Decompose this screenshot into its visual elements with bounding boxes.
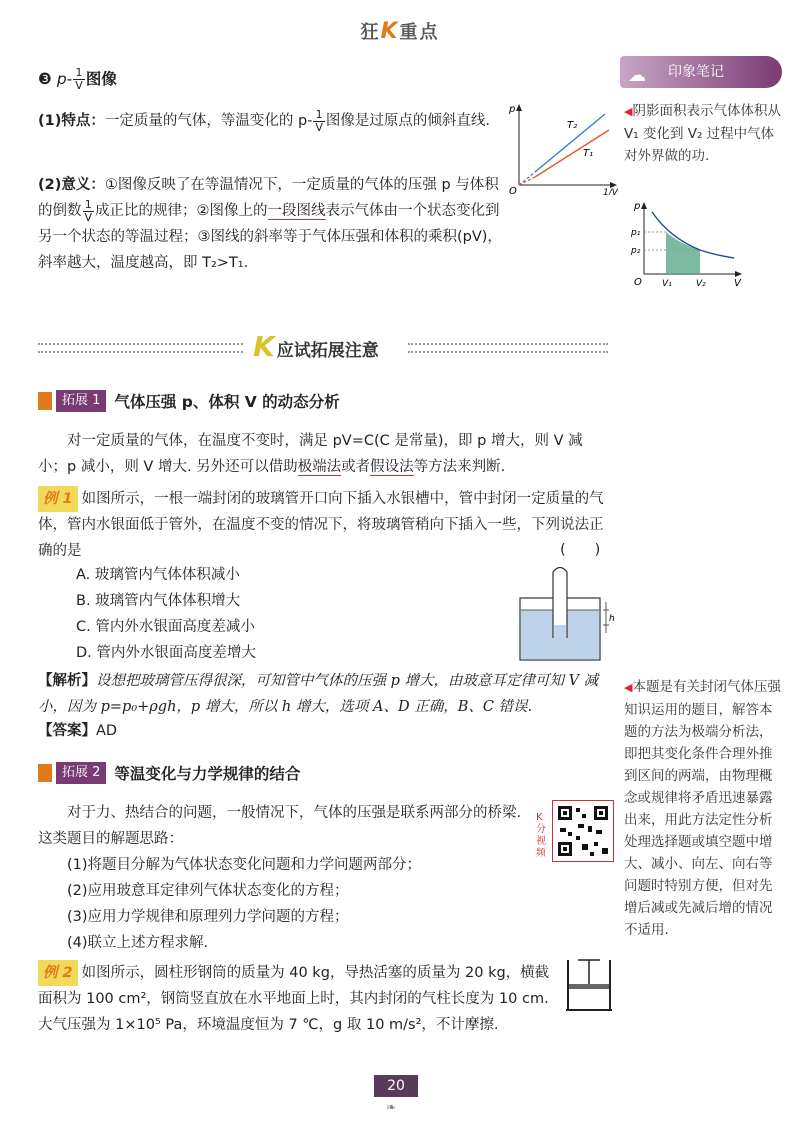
step-3: (3)应用力学规律和原理列力学问题的方程； (67, 909, 349, 925)
svg-text:p₂: p₂ (631, 246, 641, 256)
section3-heading: ❸ p- $\frac{1}{V}$ 图像 (38, 66, 117, 92)
option-a: A. 玻璃管内气体体积减小 (76, 567, 240, 583)
qr-code-icon[interactable] (552, 800, 614, 862)
step-4: (4)联立上述方程求解. (67, 935, 209, 951)
p-v-isotherm-graph (630, 200, 745, 290)
svg-text:T₁: T₁ (583, 148, 594, 159)
svg-text:h: h (609, 614, 615, 624)
extension-1-heading: 拓展 1 气体压强 p、体积 V 的动态分析 (38, 390, 340, 416)
step-1: (1)将题目分解为气体状态变化问题和力学问题两部分； (67, 857, 422, 873)
extension-2-intro: 对于力、热结合的问题，一般情况下，气体的压强是联系两部分的桥梁. 这类题目的解题思路： (38, 805, 522, 847)
svg-text:T₂: T₂ (567, 120, 578, 131)
steel-cylinder-diagram (560, 956, 620, 1016)
sidebar-tag: ☁ 印象笔记 (620, 56, 782, 88)
section3-p1: (1)特点：一定质量的气体，等温变化的 p- $\frac{1}{V}$ 图像是过原点的倾斜直线. (38, 107, 491, 134)
extension-2-heading: 拓展 2 等温变化与力学规律的结合 (38, 762, 300, 788)
mercury-tank-diagram (515, 560, 615, 665)
option-c: C. 管内外水银面高度差减小 (76, 619, 255, 635)
book-icon (38, 764, 52, 782)
svg-text:O: O (509, 186, 517, 195)
svg-text:1/V: 1/V (603, 188, 618, 195)
page-header-title: 狂K重点 (360, 19, 440, 44)
example-1-answer: 【答案】AD (38, 723, 118, 739)
svg-text:p₁: p₁ (631, 228, 641, 238)
svg-text:p: p (634, 201, 641, 212)
svg-text:O: O (634, 277, 642, 288)
qr-video-label: K分视频 (536, 812, 546, 859)
svg-text:p: p (509, 104, 516, 115)
exam-extension-banner: K应试拓展注意 (38, 330, 608, 362)
bird-icon: ❧ (386, 1100, 397, 1114)
extension-2-steps (38, 852, 608, 956)
example-1-options (38, 562, 468, 666)
extension-1-text: 对一定质量的气体，在温度不变时，满足 pV=C(C 是常量)，即 p 增大，则 V 减小；p 减小，则 V 增大. 另外还可以借助极端法或者假设法等方法来判断. (38, 433, 583, 475)
svg-text:V₂: V₂ (696, 279, 706, 289)
example-1-analysis: 【解析】设想把玻璃管压得很深，可知管中气体的压强 p 增大，由玻意耳定律可知 V 减小，因为 p=p₀+ρgh，p 增大，所以 h 增大，选项 A、D 正确，B、C 错误. (38, 673, 599, 715)
p-inverse-v-graph (505, 100, 620, 195)
example-1-blank: ( ) (560, 542, 601, 558)
page-number: 20 (374, 1075, 418, 1097)
cloud-icon: ☁ (628, 65, 646, 86)
sidebar-note-2: ◀本题是有关封闭气体压强知识运用的题目，解答本题的方法为极端分析法，即把其变化条件合理外推到区间的两端，由物理概念或规律将矛盾迅速暴露出来，用此方法定性分析处理选择题或填空题中增大、减小、向左、向右等问题时特别方便，但对先增后减或先减后增的情况不适用. (624, 679, 781, 938)
sidebar-note-1: ◀阴影面积表示气体体积从 V₁ 变化到 V₂ 过程中气体对外界做的功. (624, 103, 781, 164)
book-icon (38, 392, 52, 410)
example-2-stem: 例 2 如图所示，圆柱形钢筒的质量为 40 kg，导热活塞的质量为 20 kg，横截面积为 100 cm²，钢筒竖直放在水平地面上时，其内封闭的气柱长度为 10 cm. 大气压强为 1×10⁵ Pa，环境温度恒为 7 ℃，g 取 10 m/s²，不计摩擦. (38, 960, 550, 1038)
example-1-stem: 例 1 如图所示，一根一端封闭的玻璃管开口向下插入水银槽中，管中封闭一定质量的气体，管内水银面低于管外，在温度不变的情况下，将玻璃管稍向下插入一些，下列说法正确的是 (38, 486, 608, 564)
svg-text:V: V (734, 278, 741, 289)
svg-text:V₁: V₁ (662, 279, 672, 289)
step-2: (2)应用玻意耳定律列气体状态变化的方程； (67, 883, 349, 899)
option-b: B. 玻璃管内气体体积增大 (76, 593, 241, 609)
option-d: D. 管内外水银面高度差增大 (76, 645, 256, 661)
section3-p2: (2)意义：①图像反映了在等温情况下，一定质量的气体的压强 p 与体积的倒数 $\frac{1}{V}$ 成正比的规律；②图像上的一段图线表示气体由一个状态变化到另一个状态的等温过程；③图线的斜率等于气体压强和体积的乘积(pV)，斜率越大，温度越高，即 T₂>T₁. (38, 177, 502, 271)
